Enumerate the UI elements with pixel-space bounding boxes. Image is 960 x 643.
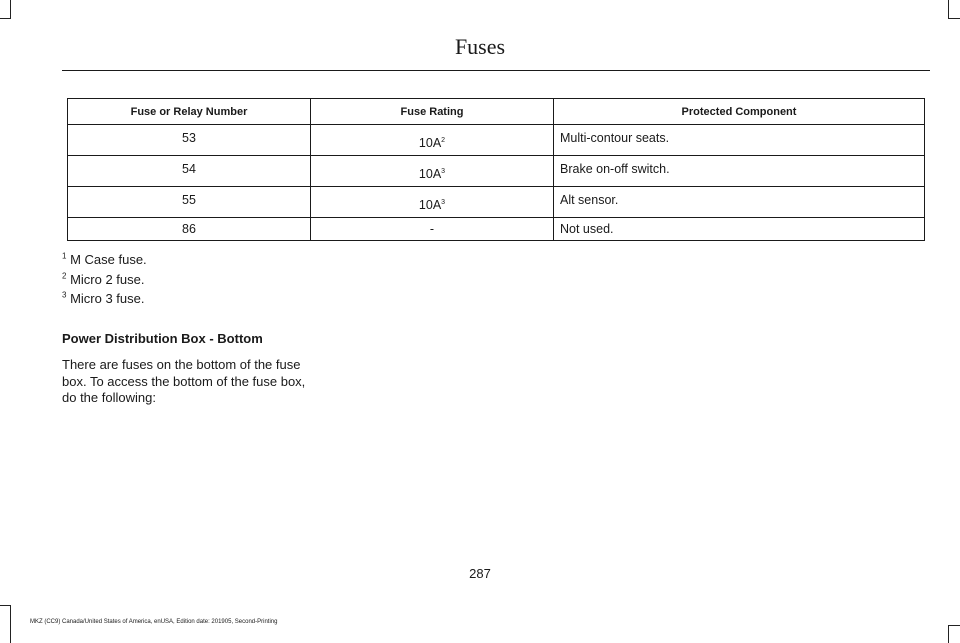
fuse-rating-value: -: [429, 222, 435, 236]
footnote-ref: 3: [441, 198, 446, 206]
crop-mark: [948, 0, 949, 18]
fuse-rating-cell: [311, 156, 554, 187]
table-row: [68, 187, 925, 218]
footnote-mark: 3: [62, 290, 67, 300]
protected-component-cell: Multi-contour seats.: [554, 125, 925, 156]
footnotes: [62, 250, 147, 309]
fuse-rating-value: 10A: [418, 198, 442, 212]
fuse-rating-cell: [311, 125, 554, 156]
fuse-rating-cell: [311, 187, 554, 218]
body-line: box. To access the bottom of the fuse box,: [62, 373, 306, 389]
fuse-table: [67, 98, 925, 241]
protected-component-cell: Brake on-off switch.: [554, 156, 925, 187]
fuse-number-cell: 86: [68, 218, 311, 241]
column-header-fuse-number: Fuse or Relay Number: [68, 99, 311, 125]
body-line: do the following:: [62, 390, 156, 405]
fuse-number-cell: 53: [68, 125, 311, 156]
crop-mark: [948, 625, 949, 643]
footnote-ref: 3: [441, 167, 446, 175]
fuse-rating-value: 10A: [418, 136, 442, 150]
footnote: [62, 250, 147, 270]
fuse-rating-value: 10A: [418, 167, 442, 181]
crop-mark: [10, 0, 11, 18]
section-heading: Power Distribution Box - Bottom: [62, 331, 263, 346]
title-divider: [62, 70, 930, 71]
fuse-number-cell: 55: [68, 187, 311, 218]
footnote-mark: 1: [62, 251, 67, 261]
table-header-row: [68, 99, 925, 125]
body-paragraph: [62, 357, 362, 407]
fuse-number-cell: 54: [68, 156, 311, 187]
column-header-fuse-rating: Fuse Rating: [311, 99, 554, 125]
body-line: There are fuses on the bottom of the fuse: [62, 357, 301, 372]
footnote-ref: 2: [441, 136, 446, 144]
table-row: [68, 156, 925, 187]
footnote: [62, 270, 147, 290]
protected-component-cell: Not used.: [554, 218, 925, 241]
protected-component-cell: Alt sensor.: [554, 187, 925, 218]
edition-footer: MKZ (CC9) Canada/United States of America, enUSA, Edition date: 201905, Second-Printing: [30, 619, 278, 625]
footnote-text: Micro 3 fuse.: [70, 291, 145, 306]
footnote-text: M Case fuse.: [70, 252, 147, 267]
fuse-rating-cell: [311, 218, 554, 241]
table-row: [68, 125, 925, 156]
crop-mark: [948, 18, 960, 19]
crop-mark: [948, 625, 960, 626]
table-row: [68, 218, 925, 241]
footnote: [62, 289, 147, 309]
crop-mark: [0, 605, 11, 606]
crop-mark: [10, 605, 11, 643]
column-header-protected-component: Protected Component: [554, 99, 925, 125]
footnote-mark: 2: [62, 271, 67, 281]
footnote-text: Micro 2 fuse.: [70, 271, 145, 287]
page-title: Fuses: [454, 34, 506, 59]
crop-mark: [0, 18, 11, 19]
page-number: 287: [469, 566, 491, 581]
